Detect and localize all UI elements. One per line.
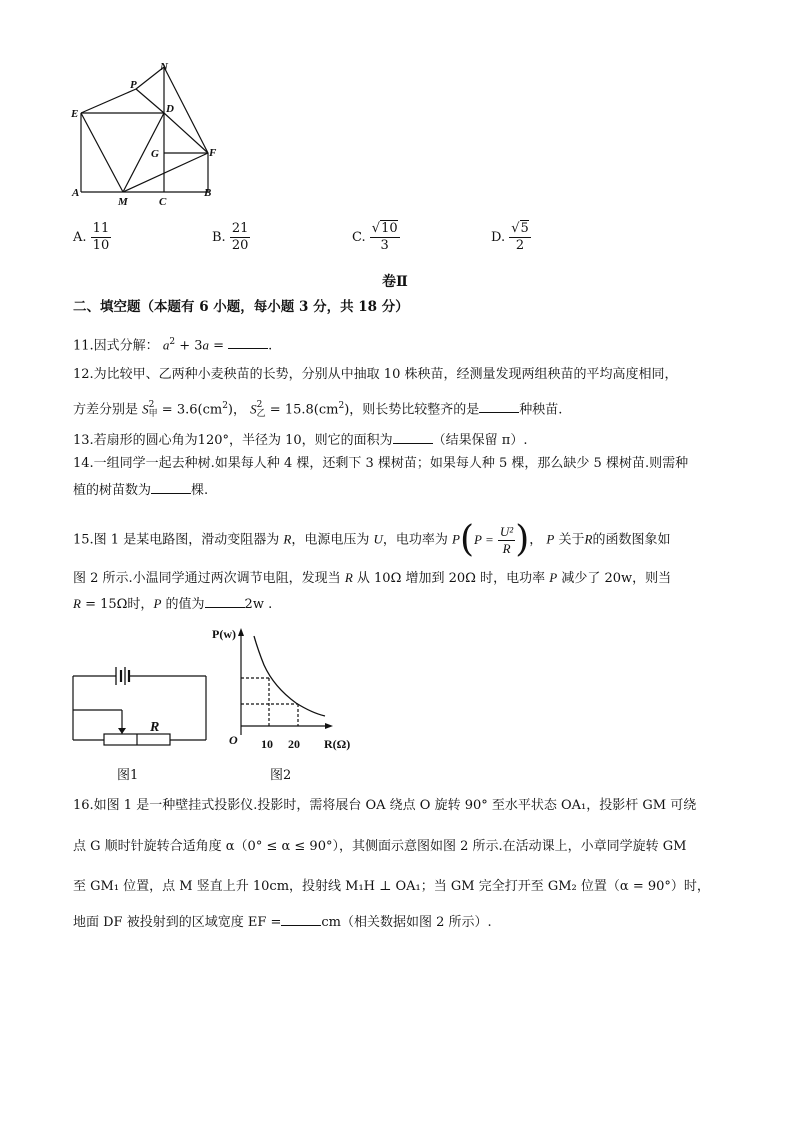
label-G: G bbox=[151, 148, 159, 160]
power-curve bbox=[254, 636, 325, 716]
question-14-line1: 14.一组同学一起去种树.如果每人种 4 棵，还剩下 3 棵树苗；如果每人种 5 棵，那么缺少 5 棵树苗.则需种 bbox=[73, 456, 689, 471]
circuit-caption: 图1 bbox=[117, 768, 139, 783]
label-A: A bbox=[72, 187, 80, 199]
label-N: N bbox=[160, 61, 168, 73]
option-b-fraction: $\frac{21}{20}$ bbox=[231, 221, 249, 253]
option-a: A. $\frac{11}{10}$ bbox=[73, 221, 110, 253]
label-C: C bbox=[159, 196, 167, 208]
label-P: P bbox=[130, 79, 137, 91]
label-E: E bbox=[71, 108, 79, 120]
question-16-line1: 16.如图 1 是一种壁挂式投影仪.投影时，需将展台 OA 绕点 O 旋转 90° 至水平状态 OA₁，投影杆 GM 可绕 bbox=[73, 798, 697, 813]
answer-blank[interactable] bbox=[205, 595, 245, 608]
option-d: D. $\frac{√5}{2}$ bbox=[491, 221, 529, 253]
option-c-fraction: $\frac{√10}{3}$ bbox=[371, 221, 398, 253]
y-axis-label: P(w) bbox=[212, 627, 236, 641]
resistor-label: R bbox=[150, 720, 160, 735]
section-title: 二、填空题（本题有 6 小题，每小题 3 分，共 18 分） bbox=[73, 299, 409, 315]
power-graph bbox=[212, 620, 354, 751]
question-15-line1: 15.图 1 是某电路图，滑动变阻器为 R，电源电压为 U，电功率为 P(P = $\frac{\text{U²}}{R}$ )， P 关于R的函数图象如 bbox=[73, 519, 671, 560]
label-F: F bbox=[209, 147, 217, 159]
circuit-figure bbox=[66, 655, 216, 750]
geometry-figure bbox=[68, 60, 228, 208]
option-a-fraction: $\frac{11}{10}$ bbox=[92, 221, 110, 253]
volume-title: 卷Ⅱ bbox=[382, 274, 408, 290]
answer-blank[interactable] bbox=[393, 431, 433, 444]
origin-label: O bbox=[229, 733, 238, 747]
tick-20: 20 bbox=[288, 737, 300, 751]
question-16-line3: 至 GM₁ 位置，点 M 竖直上升 10cm，投射线 M₁H ⊥ OA₁；当 GM 完全打开至 GM₂ 位置（α = 90°）时， bbox=[73, 879, 710, 894]
question-13: 13.若扇形的圆心角为120°，半径为 10，则它的面积为 （结果保留 π）. bbox=[73, 433, 528, 448]
answer-blank[interactable] bbox=[281, 913, 321, 926]
x-axis-label: R(Ω) bbox=[324, 737, 351, 751]
graph-caption: 图2 bbox=[270, 768, 292, 783]
answer-blank[interactable] bbox=[479, 400, 519, 413]
power-formula: $\frac{\text{U²}}{R}$ bbox=[499, 523, 514, 556]
question-14-line2: 植的树苗数为 棵. bbox=[73, 483, 209, 498]
question-11: 11.因式分解： $a^2 + 3a$ = . bbox=[73, 337, 273, 354]
question-15-line2: 图 2 所示.小温同学通过两次调节电阻，发现当 R 从 10Ω 增加到 20Ω 时，电功率 P 减少了 20w，则当 bbox=[73, 570, 672, 586]
label-M: M bbox=[118, 196, 128, 208]
tick-10: 10 bbox=[261, 737, 273, 751]
question-12-line1: 12.为比较甲、乙两种小麦秧苗的长势，分别从中抽取 10 株秧苗，经测量发现两组秧苗的平均高度相同， bbox=[73, 367, 678, 382]
option-d-fraction: $\frac{√5}{2}$ bbox=[511, 221, 529, 253]
answer-blank[interactable] bbox=[151, 481, 191, 494]
option-c: C. $\frac{√10}{3}$ bbox=[352, 221, 398, 253]
question-12-line2: 方差分别是 S 2 甲 = $3.6(cm^2)$， S 2 乙 = $15.8(cm^2)$，则长势比较整齐的是 种秧苗. bbox=[73, 399, 563, 419]
question-15-line3: R = 15Ω时，P 的值为 2w . bbox=[73, 596, 273, 612]
question-16-line2: 点 G 顺时针旋转合适角度 α（0° ≤ α ≤ 90°），其侧面示意图如图 2 所示.在活动课上，小章同学旋转 GM bbox=[73, 839, 687, 854]
question-16-line4: 地面 DF 被投射到的区域宽度 EF = cm（相关数据如图 2 所示）. bbox=[73, 915, 492, 930]
option-b: B. $\frac{21}{20}$ bbox=[212, 221, 249, 253]
label-D: D bbox=[166, 103, 174, 115]
label-B: B bbox=[204, 187, 212, 199]
answer-blank[interactable] bbox=[228, 336, 268, 349]
